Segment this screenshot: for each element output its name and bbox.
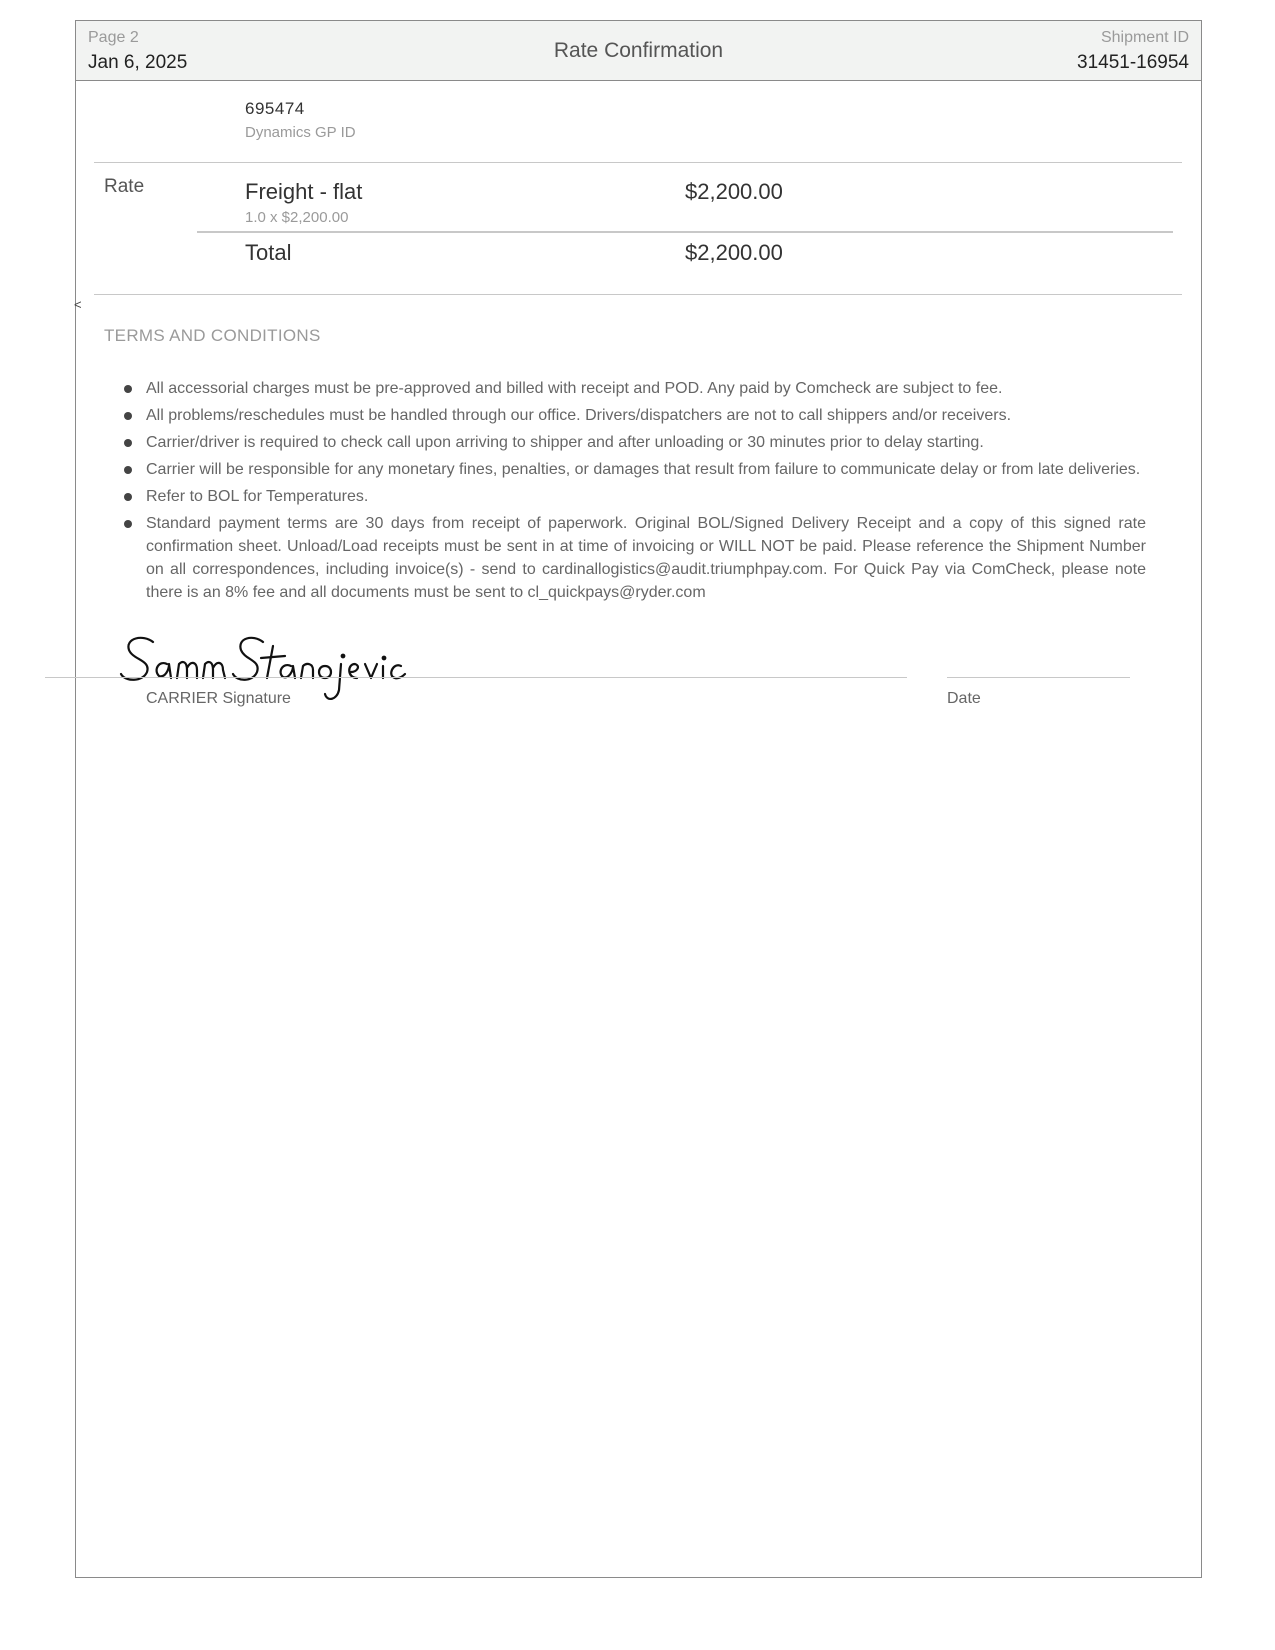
rate-section-label: Rate — [104, 176, 145, 197]
terms-title: TERMS AND CONDITIONS — [104, 326, 321, 345]
rate-line-detail: 1.0 x $2,200.00 — [245, 209, 349, 226]
total-amount: $2,200.00 — [685, 240, 783, 265]
document-title: Rate Confirmation — [553, 39, 724, 62]
document-page — [75, 20, 1202, 1578]
shipment-id-label: Shipment ID — [1100, 29, 1189, 46]
dynamics-gp-id-value: 695474 — [245, 99, 305, 118]
terms-item: Standard payment terms are 30 days from receipt of paperwork. Original BOL/Signed Delivery Receipt and a copy of this signed rate confirmation sheet. Unload/Load receipts must be sent in at time of invoicing or WILL NOT be paid. Please reference the Shipment Number on all correspondences, including invoice(s) - send to cardinallogistics@audit.triumphpay.com. For Quick Pay via ComCheck, please note there is an 8% fee and all documents must be sent to cl_quickpays@ryder.com — [146, 512, 1146, 604]
dynamics-gp-id-label: Dynamics GP ID — [245, 124, 356, 141]
page-number: Page 2 — [88, 29, 139, 46]
section-divider — [94, 162, 1182, 163]
page-header — [76, 21, 1201, 81]
shipment-id: 31451-16954 — [1077, 52, 1189, 73]
terms-item: Refer to BOL for Temperatures. — [146, 485, 1146, 508]
document-date: Jan 6, 2025 — [88, 52, 188, 73]
terms-list — [146, 377, 1146, 608]
date-label: Date — [947, 690, 981, 707]
carrier-signature-label: CARRIER Signature — [146, 690, 291, 707]
total-divider — [197, 231, 1173, 233]
rate-line-description: Freight - flat — [245, 179, 363, 204]
rate-line-amount: $2,200.00 — [685, 179, 783, 204]
terms-item: Carrier will be responsible for any monetary fines, penalties, or damages that result from failure to communicate delay or from late deliveries. — [146, 458, 1146, 481]
terms-item: All accessorial charges must be pre-approved and billed with receipt and POD. Any paid by Comcheck are subject to fee. — [146, 377, 1146, 400]
terms-item: All problems/reschedules must be handled through our office. Drivers/dispatchers are not to call shippers and/or receivers. — [146, 404, 1146, 427]
signature-line — [45, 677, 907, 678]
caret-mark: < — [74, 297, 82, 312]
date-line — [947, 677, 1130, 678]
section-divider — [94, 294, 1182, 295]
terms-item: Carrier/driver is required to check call upon arriving to shipper and after unloading or 30 minutes prior to delay starting. — [146, 431, 1146, 454]
total-label: Total — [245, 240, 292, 265]
